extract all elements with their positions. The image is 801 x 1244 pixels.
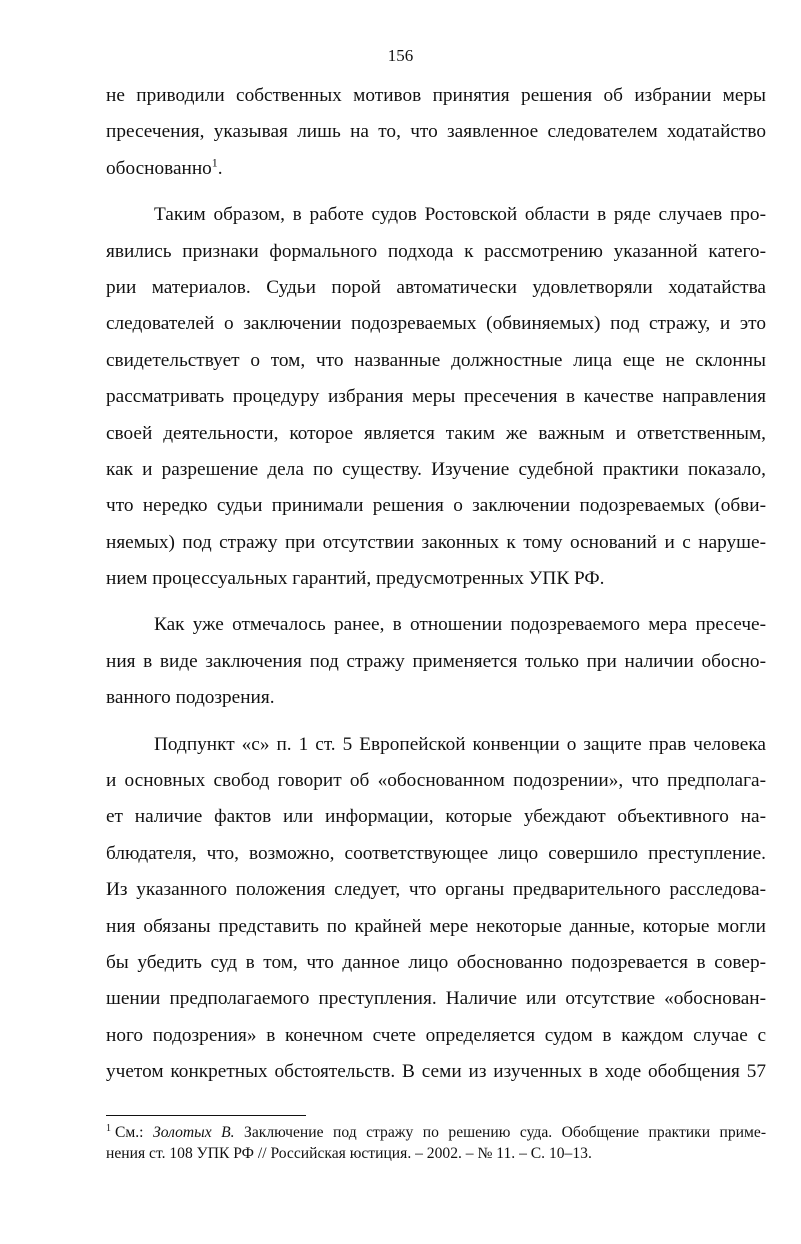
footnote — [106, 1122, 766, 1164]
footnote-title: Заключение под стражу по решению суда. Обобщение практики приме- — [234, 1124, 767, 1141]
text-line: Из указанного положения следует, что органы предварительного расследова- — [106, 879, 766, 901]
text-line: Как уже отмечалось ранее, в отношении подозреваемого мера пресече- — [154, 614, 766, 636]
paragraph — [106, 78, 766, 187]
text-line: своей деятельности, которое является таким же важным и ответственным, — [106, 422, 766, 444]
text-line: ет наличие фактов или информации, которые убеждают объективного на- — [106, 806, 766, 828]
text-line: ного подозрения» в конечном счете определяется судом в каждом случае с — [106, 1024, 766, 1046]
text-span: . — [217, 157, 223, 179]
text-line: пресечения, указывая лишь на то, что заявленное следователем ходатайство — [106, 121, 766, 143]
text-line: что нередко судьи принимали решения о заключении подозреваемых (обви- — [106, 495, 766, 517]
text-line — [106, 151, 766, 187]
text-line: ния обязаны представить по крайней мере некоторые данные, которые могли — [106, 915, 766, 937]
page-number: 156 — [387, 46, 414, 65]
footnote-reference[interactable]: 1 — [211, 155, 218, 170]
footnote-author: Золотых В. — [152, 1124, 235, 1141]
text-line: не приводили собственных мотивов принятия решения об избрании меры — [106, 85, 766, 106]
text-line: Таким образом, в работе судов Ростовской области в ряде случаев про- — [154, 204, 766, 226]
paragraph — [106, 197, 766, 597]
footnote-line — [106, 1122, 766, 1143]
footnote-mark: 1 — [106, 1122, 111, 1134]
footnote-separator — [106, 1115, 306, 1116]
text-line: бы убедить суд в том, что данное лицо обоснованно подозревается в совер- — [106, 951, 766, 973]
text-line: блюдателя, что, возможно, соответствующее лицо совершило преступление. — [106, 842, 766, 864]
text-line: Подпункт «с» п. 1 ст. 5 Европейской конвенции о защите прав человека — [154, 733, 766, 755]
text-line: рассматривать процедуру избрания меры пресечения в качестве направления — [106, 386, 766, 408]
text-line: ния в виде заключения под стражу применяется только при наличии обосно- — [106, 650, 766, 672]
text-line: шении предполагаемого преступления. Наличие или отсутствие «обоснован- — [106, 988, 766, 1010]
main-text — [106, 78, 766, 1091]
text-line: ванного подозрения. — [106, 687, 275, 709]
text-line: рии материалов. Судьи порой автоматически удовлетворяли ходатайства — [106, 276, 766, 298]
text-line: свидетельствует о том, что названные должностные лица еще не склонны — [106, 349, 766, 371]
text-line: няемых) под стражу при отсутствии законных к тому оснований и с наруше- — [106, 531, 766, 553]
text-line: и основных свобод говорит об «обоснованном подозрении», что предполага- — [106, 770, 766, 792]
paragraph — [106, 607, 766, 716]
text-span: обоснованно — [106, 157, 212, 179]
footnote-prefix: См.: — [115, 1124, 153, 1141]
text-line: явились признаки формального подхода к рассмотрению указанной катего- — [106, 240, 766, 262]
paragraph — [106, 727, 766, 1091]
footnote-line: нения ст. 108 УПК РФ // Российская юстиция. – 2002. – № 11. – С. 10–13. — [106, 1145, 592, 1162]
text-line: нием процессуальных гарантий, предусмотренных УПК РФ. — [106, 568, 605, 590]
text-line: следователей о заключении подозреваемых (обвиняемых) под стражу, и это — [106, 313, 766, 335]
text-line: учетом конкретных обстоятельств. В семи из изученных в ходе обобщения 57 — [106, 1061, 766, 1083]
text-line: как и разрешение дела по существу. Изучение судебной практики показало, — [106, 458, 766, 480]
